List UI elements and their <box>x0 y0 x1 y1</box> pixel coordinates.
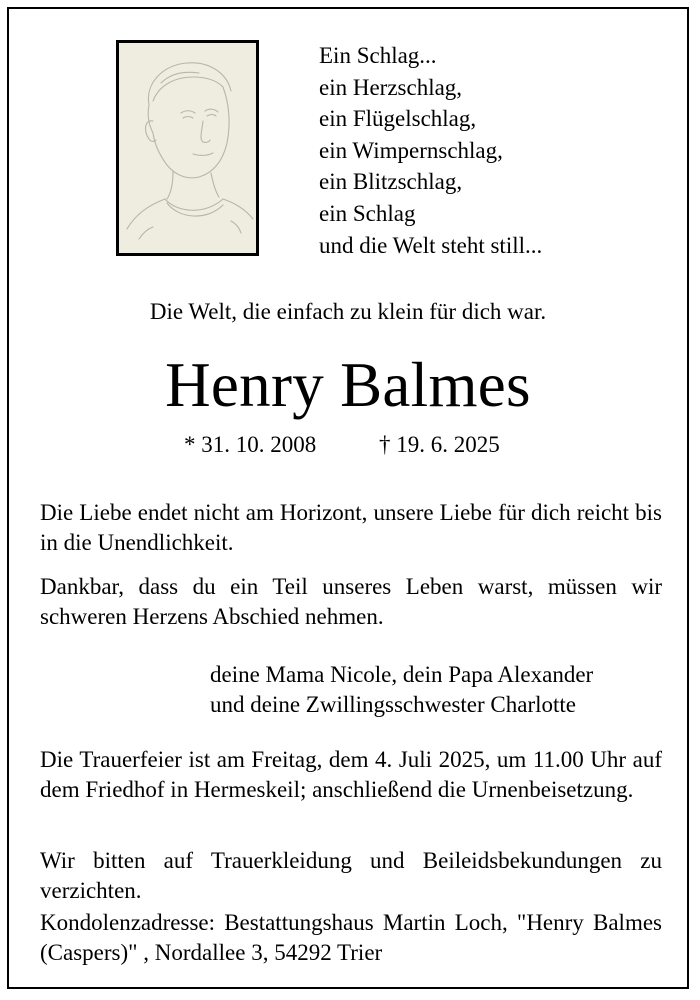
poem-line: und die Welt steht still... <box>319 232 543 258</box>
poem <box>319 40 542 261</box>
request-paragraph: Wir bitten auf Trauerkleidung und Beileidsbekundungen zu verzichten. <box>40 848 662 903</box>
poem-line: ein Flügelschlag, <box>319 106 477 132</box>
poem-line: ein Herzschlag, <box>319 74 463 100</box>
family-signature <box>210 660 593 720</box>
poem-line: ein Wimpernschlag, <box>319 137 503 163</box>
portrait-sketch <box>116 40 259 256</box>
signature-line: deine Mama Nicole, dein Papa Alexander <box>210 662 594 687</box>
death-date: † 19. 6. 2025 <box>379 432 500 457</box>
deceased-name: Henry Balmes <box>165 350 531 420</box>
boy-sketch-icon <box>119 43 256 253</box>
birth-date: * 31. 10. 2008 <box>184 432 317 457</box>
obituary-notice <box>7 7 689 989</box>
love-paragraph: Die Liebe endet nicht am Horizont, unsere Liebe für dich reicht bis in die Unendlichkeit. <box>40 500 662 555</box>
address-paragraph: Kondolenzadresse: Bestattungshaus Martin Loch, "Henry Balmes (Caspers)" , Nordallee 3, 54292 Trier <box>40 910 662 965</box>
ceremony-paragraph: Die Trauerfeier ist am Freitag, dem 4. Juli 2025, um 11.00 Uhr auf dem Friedhof in Hermeskeil; anschließend die Urnenbeisetzung. <box>40 747 662 802</box>
poem-line: ein Blitzschlag, <box>319 169 463 195</box>
subtitle: Die Welt, die einfach zu klein für dich war. <box>149 299 547 324</box>
thanks-paragraph: Dankbar, dass du ein Teil unseres Leben warst, müssen wir schweren Herzens Abschied nehmen. <box>40 574 662 629</box>
poem-line: ein Schlag <box>319 200 416 226</box>
signature-line: und deine Zwillingsschwester Charlotte <box>210 692 577 717</box>
poem-line: Ein Schlag... <box>319 43 437 68</box>
